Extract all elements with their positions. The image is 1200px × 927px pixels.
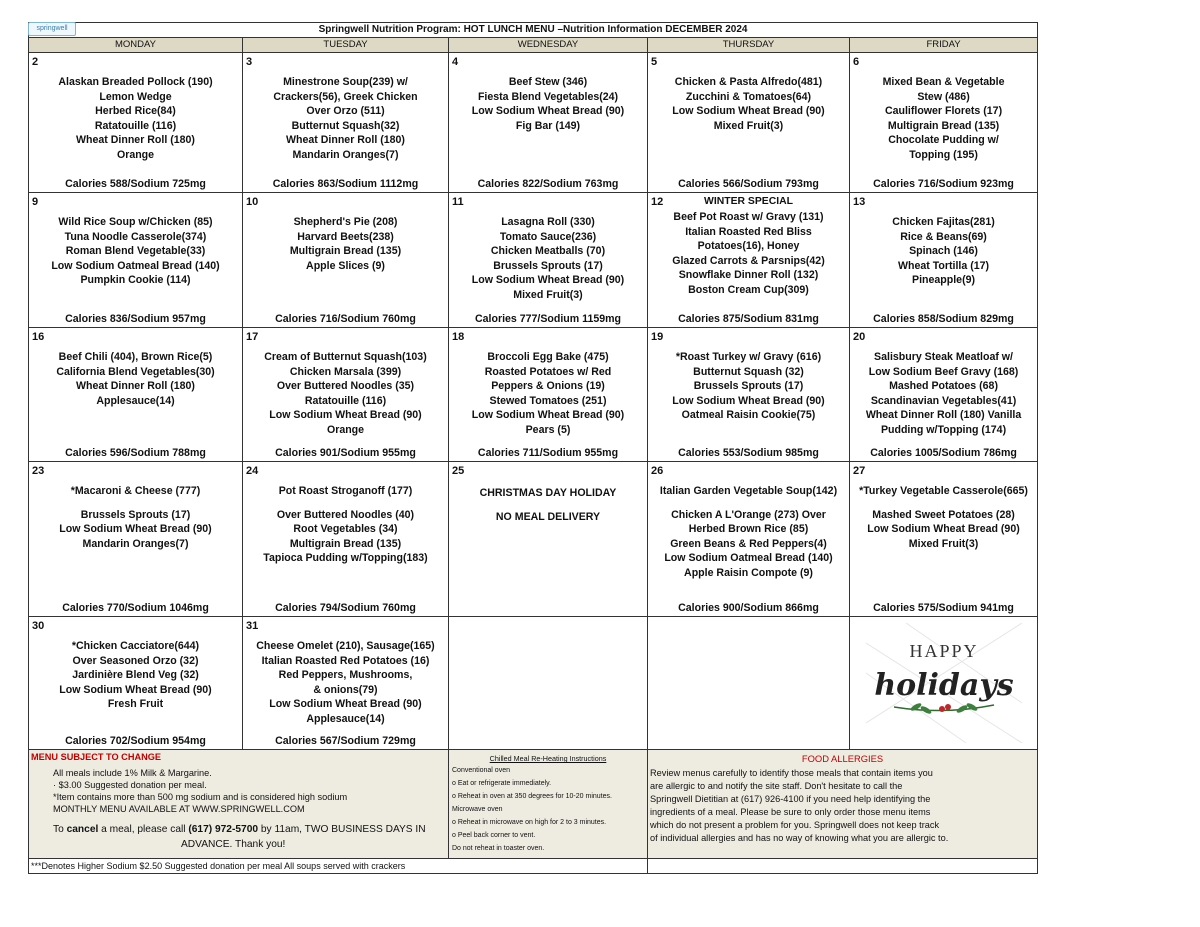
menu-item: Rice & Beans(69) bbox=[900, 230, 987, 243]
menu-item: Tomato Sauce(236) bbox=[499, 230, 597, 243]
day-cell bbox=[850, 193, 1038, 328]
reheat-title: Chilled Meal Re-Heating Instructions bbox=[489, 754, 607, 763]
menu-items bbox=[243, 639, 448, 727]
menu-item: Low Sodium Wheat Bread (90) bbox=[867, 523, 1020, 536]
allergy-line: of individual allergies and has no way of knowing what you are allergic to. bbox=[650, 833, 949, 843]
calories-sodium: Calories 770/Sodium 1046mg bbox=[62, 602, 209, 614]
day-number: 30 bbox=[32, 620, 45, 632]
day-cell bbox=[29, 193, 243, 328]
allergy-line: Springwell Dietitian at (617) 926-4100 if you need help identifying the bbox=[650, 794, 931, 804]
allergy-line: are allergic to and notify the site staff. Don't hesitate to call the bbox=[650, 781, 903, 791]
reheat-line: o Reheat in microwave on high for 2 to 3 minutes. bbox=[452, 819, 607, 826]
menu-table bbox=[28, 22, 1038, 874]
cancel-instructions: To cancel a meal, please call (617) 972-5700 by 11am, TWO BUSINESS DAYS IN bbox=[53, 824, 426, 835]
menu-item: Tapioca Pudding w/Topping(183) bbox=[263, 552, 428, 565]
menu-item: Salisbury Steak Meatloaf w/ bbox=[874, 351, 1013, 363]
day-cell bbox=[648, 53, 850, 193]
menu-item: Cauliflower Florets (17) bbox=[884, 105, 1003, 118]
day-header: TUESDAY bbox=[243, 38, 449, 53]
menu-item: Pudding w/Topping (174) bbox=[880, 423, 1007, 436]
menu-item: Chocolate Pudding w/ bbox=[888, 134, 999, 147]
menu-item: Lemon Wedge bbox=[99, 90, 172, 103]
calories-sodium: Calories 863/Sodium 1112mg bbox=[272, 178, 419, 190]
menu-item: Mixed Fruit(3) bbox=[908, 537, 979, 550]
menu-items bbox=[243, 484, 448, 566]
menu-item: Red Peppers, Mushrooms, bbox=[278, 669, 413, 682]
calories-sodium: Calories 566/Sodium 793mg bbox=[678, 178, 819, 190]
note-line: · $3.00 Suggested donation per meal. bbox=[53, 780, 207, 790]
reheat-line: Microwave oven bbox=[452, 806, 503, 813]
calories-sodium: Calories 794/Sodium 760mg bbox=[275, 602, 416, 614]
calories-sodium: Calories 875/Sodium 831mg bbox=[678, 313, 819, 325]
menu-notes bbox=[29, 750, 449, 859]
week-row bbox=[29, 193, 1038, 328]
menu-item: Chicken Meatballs (70) bbox=[490, 245, 606, 258]
day-number: 10 bbox=[246, 196, 259, 208]
menu-items bbox=[29, 484, 242, 551]
menu-item: Pot Roast Stroganoff (177) bbox=[278, 485, 413, 497]
food-allergies bbox=[648, 750, 1038, 859]
menu-item: Multigrain Bread (135) bbox=[289, 245, 402, 258]
holiday-art-cell bbox=[850, 617, 1038, 750]
menu-items bbox=[648, 75, 849, 133]
menu-item: Butternut Squash(32) bbox=[291, 119, 400, 132]
menu-item: *Chicken Cacciatore(644) bbox=[71, 640, 200, 652]
menu-item: Low Sodium Wheat Bread (90) bbox=[672, 394, 825, 407]
menu-item: Shepherd's Pie (208) bbox=[293, 216, 398, 228]
menu-item: Lasagna Roll (330) bbox=[501, 216, 595, 228]
menu-item: Over Orzo (511) bbox=[306, 105, 385, 118]
menu-item: Fiesta Blend Vegetables(24) bbox=[477, 90, 619, 103]
menu-item: Mashed Potatoes (68) bbox=[889, 380, 998, 393]
menu-item: Wheat Dinner Roll (180) bbox=[76, 134, 195, 147]
menu-items bbox=[850, 350, 1037, 438]
week-row bbox=[29, 328, 1038, 462]
menu-item: Apple Raisin Compote (9) bbox=[684, 566, 813, 579]
calories-sodium: Calories 1005/Sodium 786mg bbox=[870, 447, 1017, 459]
menu-item: Cheese Omelet (210), Sausage(165) bbox=[256, 640, 435, 652]
menu-item: Orange bbox=[116, 148, 155, 161]
menu-items bbox=[243, 350, 448, 438]
menu-item: Herbed Brown Rice (85) bbox=[688, 523, 809, 536]
menu-item: Boston Cream Cup(309) bbox=[688, 283, 809, 296]
calories-sodium: Calories 858/Sodium 829mg bbox=[873, 313, 1014, 325]
allergy-line: which do not present a problem for you. Springwell does not keep track bbox=[650, 820, 940, 830]
menu-item: Italian Roasted Red Bliss bbox=[685, 225, 812, 238]
menu-item: Applesauce(14) bbox=[96, 394, 175, 407]
day-number: 27 bbox=[853, 465, 866, 477]
menu-items bbox=[850, 484, 1037, 551]
menu-item: Over Buttered Noodles (40) bbox=[276, 508, 415, 521]
calories-sodium: Calories 836/Sodium 957mg bbox=[65, 313, 206, 325]
holidays-text: holidays bbox=[874, 668, 1014, 703]
menu-item: NO MEAL DELIVERY bbox=[495, 510, 601, 523]
menu-item: Scandinavian Vegetables(41) bbox=[870, 394, 1017, 407]
menu-item: Wheat Dinner Roll (180) Vanilla bbox=[865, 409, 1022, 422]
menu-item: Over Buttered Noodles (35) bbox=[276, 380, 415, 393]
menu-item: Beef Stew (346) bbox=[508, 76, 588, 88]
day-number: 24 bbox=[246, 465, 259, 477]
menu-title: Springwell Nutrition Program: HOT LUNCH MENU –Nutrition Information DECEMBER 2024 bbox=[29, 23, 1038, 38]
day-number: 31 bbox=[246, 620, 259, 632]
menu-item: *Macaroni & Cheese (777) bbox=[70, 485, 201, 497]
day-number: 11 bbox=[452, 196, 464, 208]
day-header: MONDAY bbox=[29, 38, 243, 53]
menu-item: Chicken Marsala (399) bbox=[289, 365, 402, 378]
reheat-line: Do not reheat in toaster oven. bbox=[452, 845, 545, 852]
menu-item: Beef Chili (404), Brown Rice(5) bbox=[58, 351, 213, 363]
week-row bbox=[29, 617, 1038, 750]
day-cell bbox=[243, 617, 449, 750]
menu-item: Low Sodium Wheat Bread (90) bbox=[672, 105, 825, 118]
menu-item: Oatmeal Raisin Cookie(75) bbox=[681, 409, 816, 422]
empty-cell bbox=[648, 617, 850, 750]
calories-sodium: Calories 822/Sodium 763mg bbox=[477, 178, 619, 190]
day-cell bbox=[29, 462, 243, 617]
menu-items bbox=[29, 639, 242, 712]
calories-sodium: Calories 901/Sodium 955mg bbox=[275, 447, 416, 459]
allergy-line: ingredients of a meal. Please be sure to only order those menu items bbox=[650, 807, 931, 817]
day-number: 18 bbox=[452, 331, 465, 343]
menu-item: Stew (486) bbox=[917, 90, 970, 103]
menu-items bbox=[648, 210, 849, 298]
menu-item: Brussels Sprouts (17) bbox=[693, 380, 804, 393]
menu-item: Peppers & Onions (19) bbox=[491, 380, 605, 393]
menu-item: Low Sodium Wheat Bread (90) bbox=[59, 683, 212, 696]
menu-items bbox=[850, 75, 1037, 163]
day-cell bbox=[449, 462, 648, 617]
menu-item: Crackers(56), Greek Chicken bbox=[273, 90, 418, 103]
week-row bbox=[29, 53, 1038, 193]
menu-item: California Blend Vegetables(30) bbox=[56, 365, 215, 378]
item-spacer bbox=[648, 499, 849, 508]
menu-item: Brussels Sprouts (17) bbox=[493, 259, 603, 272]
menu-item: Low Sodium Wheat Bread (90) bbox=[471, 105, 625, 118]
menu-items bbox=[850, 215, 1037, 288]
menu-item: Orange bbox=[326, 423, 365, 436]
menu-item: Potatoes(16), Honey bbox=[697, 240, 800, 253]
calories-sodium: Calories 575/Sodium 941mg bbox=[873, 602, 1014, 614]
week-row bbox=[29, 462, 1038, 617]
food-allergies-title: FOOD ALLERGIES bbox=[801, 753, 884, 764]
menu-items bbox=[449, 350, 647, 438]
menu-item: Ratatouille (116) bbox=[304, 394, 387, 407]
day-header: WEDNESDAY bbox=[449, 38, 648, 53]
empty-cell bbox=[449, 617, 648, 750]
menu-item: Low Sodium Wheat Bread (90) bbox=[269, 409, 422, 422]
day-cell bbox=[29, 53, 243, 193]
menu-item: Pineapple(9) bbox=[912, 274, 976, 287]
menu-items bbox=[243, 215, 448, 273]
menu-item: Chicken Fajitas(281) bbox=[892, 216, 995, 228]
menu-item: Pears (5) bbox=[525, 423, 571, 436]
day-cell bbox=[243, 53, 449, 193]
footer-note: ***Denotes Higher Sodium $2.50 Suggested donation per meal All soups served with crackers bbox=[29, 859, 648, 874]
menu-item: Mixed Fruit(3) bbox=[713, 119, 784, 132]
menu-item: Roasted Potatoes w/ Red bbox=[484, 365, 612, 378]
menu-item: Spinach (146) bbox=[909, 245, 978, 258]
menu-item: Green Beans & Red Peppers(4) bbox=[670, 537, 827, 550]
note-line: All meals include 1% Milk & Margarine. bbox=[53, 768, 212, 778]
menu-item: Apple Slices (9) bbox=[306, 259, 385, 272]
menu-items bbox=[243, 75, 448, 163]
calories-sodium: Calories 900/Sodium 866mg bbox=[678, 602, 819, 614]
happy-text: HAPPY bbox=[909, 641, 979, 661]
day-number: 2 bbox=[32, 56, 39, 68]
day-cell bbox=[850, 462, 1038, 617]
springwell-logo: springwell bbox=[28, 22, 76, 36]
day-number: 19 bbox=[651, 331, 664, 343]
footer-row bbox=[29, 859, 1038, 874]
menu-items bbox=[29, 350, 242, 408]
item-spacer bbox=[850, 499, 1037, 508]
calories-sodium: Calories 553/Sodium 985mg bbox=[678, 447, 819, 459]
reheat-line: o Eat or refrigerate immediately. bbox=[452, 780, 552, 787]
footer-empty bbox=[648, 859, 1038, 874]
day-number: 4 bbox=[452, 56, 459, 68]
menu-item: Over Seasoned Orzo (32) bbox=[72, 654, 199, 667]
item-spacer bbox=[449, 501, 647, 510]
calories-sodium: Calories 716/Sodium 923mg bbox=[873, 178, 1014, 190]
calories-sodium: Calories 567/Sodium 729mg bbox=[275, 735, 416, 747]
menu-item: Glazed Carrots & Parsnips(42) bbox=[672, 254, 825, 267]
day-cell bbox=[449, 328, 648, 462]
allergy-line: Review menus carefully to identify those meals that contain items you bbox=[650, 768, 933, 778]
day-header-row bbox=[29, 38, 1038, 53]
menu-item: Cream of Butternut Squash(103) bbox=[264, 351, 427, 363]
cancel-instructions-line2: ADVANCE. Thank you! bbox=[181, 839, 286, 850]
day-number: 9 bbox=[32, 196, 39, 208]
menu-items bbox=[449, 215, 647, 303]
menu-item: Beef Pot Roast w/ Gravy (131) bbox=[673, 211, 824, 223]
menu-items bbox=[29, 75, 242, 163]
menu-subject-title: MENU SUBJECT TO CHANGE bbox=[31, 752, 161, 762]
menu-item: Wheat Tortilla (17) bbox=[898, 259, 990, 272]
day-number: 6 bbox=[853, 56, 860, 68]
day-cell bbox=[29, 617, 243, 750]
item-spacer bbox=[29, 499, 242, 508]
menu-item: Low Sodium Oatmeal Bread (140) bbox=[664, 552, 833, 565]
day-number: 23 bbox=[32, 465, 45, 477]
menu-item: Fig Bar (149) bbox=[515, 119, 581, 132]
note-line: *Item contains more than 500 mg sodium and is considered high sodium bbox=[53, 792, 348, 802]
menu-item: Low Sodium Beef Gravy (168) bbox=[868, 365, 1019, 378]
note-line: MONTHLY MENU AVAILABLE AT WWW.SPRINGWELL.COM bbox=[53, 804, 305, 814]
menu-item: Jardinière Blend Veg (32) bbox=[72, 669, 199, 682]
info-row bbox=[29, 750, 1038, 859]
menu-item: Low Sodium Wheat Bread (90) bbox=[471, 274, 625, 287]
menu-items bbox=[449, 486, 647, 524]
menu-item: Butternut Squash (32) bbox=[693, 365, 804, 378]
day-cell bbox=[648, 328, 850, 462]
day-cell bbox=[850, 328, 1038, 462]
menu-item: Wheat Dinner Roll (180) bbox=[76, 380, 195, 393]
menu-item: Applesauce(14) bbox=[306, 712, 385, 725]
menu-item: Multigrain Bread (135) bbox=[289, 537, 402, 550]
menu-item: Ratatouille (116) bbox=[94, 119, 177, 132]
day-number: 13 bbox=[853, 196, 866, 208]
calories-sodium: Calories 711/Sodium 955mg bbox=[477, 447, 619, 459]
item-spacer bbox=[243, 499, 448, 508]
menu-item: Wheat Dinner Roll (180) bbox=[286, 134, 405, 147]
holly-berry bbox=[945, 704, 951, 710]
menu-item: Mandarin Oranges(7) bbox=[82, 537, 189, 550]
day-cell bbox=[648, 462, 850, 617]
menu-item: Wild Rice Soup w/Chicken (85) bbox=[58, 216, 213, 228]
menu-item: CHRISTMAS DAY HOLIDAY bbox=[479, 487, 617, 499]
menu-item: Multigrain Bread (135) bbox=[887, 119, 1000, 132]
day-number: 3 bbox=[246, 56, 253, 68]
menu-item: *Turkey Vegetable Casserole(665) bbox=[859, 485, 1028, 497]
calories-sodium: Calories 596/Sodium 788mg bbox=[65, 447, 206, 459]
day-cell bbox=[850, 53, 1038, 193]
menu-item: Pumpkin Cookie (114) bbox=[80, 274, 191, 287]
reheat-line: Conventional oven bbox=[452, 767, 510, 774]
calories-sodium: Calories 716/Sodium 760mg bbox=[275, 313, 416, 325]
day-number: 20 bbox=[853, 331, 866, 343]
menu-item: Stewed Tomatoes (251) bbox=[489, 394, 607, 407]
day-number: 5 bbox=[651, 56, 658, 68]
holly-berry bbox=[939, 706, 945, 712]
reheat-line: o Peel back corner to vent. bbox=[452, 832, 536, 839]
menu-item: Root Vegetables (34) bbox=[293, 523, 398, 536]
day-number: 12 bbox=[651, 196, 664, 208]
day-number: 25 bbox=[452, 465, 465, 477]
menu-item: Roman Blend Vegetable(33) bbox=[65, 245, 206, 258]
menu-item: Topping (195) bbox=[909, 148, 978, 161]
menu-item: Brussels Sprouts (17) bbox=[80, 508, 191, 521]
menu-item: Low Sodium Oatmeal Bread (140) bbox=[51, 259, 220, 272]
menu-item: Tuna Noodle Casserole(374) bbox=[64, 230, 207, 243]
day-cell bbox=[449, 193, 648, 328]
menu-item: Broccoli Egg Bake (475) bbox=[487, 351, 609, 363]
menu-item: Mixed Bean & Vegetable bbox=[882, 76, 1005, 88]
menu-item: Fresh Fruit bbox=[107, 698, 164, 711]
menu-item: *Roast Turkey w/ Gravy (616) bbox=[675, 351, 822, 363]
menu-items bbox=[648, 484, 849, 581]
menu-item: Mixed Fruit(3) bbox=[513, 288, 583, 301]
menu-item: Mandarin Oranges(7) bbox=[292, 148, 399, 161]
calories-sodium: Calories 777/Sodium 1159mg bbox=[474, 313, 622, 325]
day-header: THURSDAY bbox=[648, 38, 850, 53]
happy-holidays-art bbox=[866, 623, 1022, 743]
day-number: 16 bbox=[32, 331, 45, 343]
day-cell bbox=[449, 53, 648, 193]
menu-item: Low Sodium Wheat Bread (90) bbox=[59, 523, 212, 536]
menu-item: Low Sodium Wheat Bread (90) bbox=[269, 698, 422, 711]
menu-items bbox=[648, 350, 849, 423]
calories-sodium: Calories 702/Sodium 954mg bbox=[65, 735, 206, 747]
menu-item: Harvard Beets(238) bbox=[297, 230, 394, 243]
menu-item: Italian Garden Vegetable Soup(142) bbox=[659, 485, 838, 497]
menu-item: Italian Roasted Red Potatoes (16) bbox=[261, 654, 430, 667]
calories-sodium: Calories 588/Sodium 725mg bbox=[65, 178, 206, 190]
menu-item: Herbed Rice(84) bbox=[95, 105, 176, 118]
menu-items bbox=[29, 215, 242, 288]
day-cell bbox=[243, 193, 449, 328]
day-cell bbox=[648, 193, 850, 328]
menu-items bbox=[449, 75, 647, 133]
menu-item: Low Sodium Wheat Bread (90) bbox=[471, 409, 625, 422]
menu-item: Mashed Sweet Potatoes (28) bbox=[872, 508, 1015, 521]
day-header: FRIDAY bbox=[850, 38, 1038, 53]
day-cell bbox=[29, 328, 243, 462]
day-cell bbox=[243, 328, 449, 462]
menu-item: & onions(79) bbox=[313, 683, 378, 696]
day-cell bbox=[243, 462, 449, 617]
menu-item: Snowflake Dinner Roll (132) bbox=[678, 269, 819, 282]
menu-item: Minestrone Soup(239) w/ bbox=[283, 76, 408, 88]
day-number: 17 bbox=[246, 331, 259, 343]
day-number: 26 bbox=[651, 465, 664, 477]
reheat-line: o Reheat in oven at 350 degrees for 10-20 minutes. bbox=[452, 793, 612, 800]
special-label: WINTER SPECIAL bbox=[704, 196, 793, 207]
menu-item: Chicken A L'Orange (273) Over bbox=[671, 508, 826, 521]
reheat-instructions bbox=[449, 750, 648, 859]
menu-item: Zucchini & Tomatoes(64) bbox=[685, 90, 812, 103]
menu-item: Alaskan Breaded Pollock (190) bbox=[58, 76, 213, 88]
menu-item: Chicken & Pasta Alfredo(481) bbox=[674, 76, 823, 88]
